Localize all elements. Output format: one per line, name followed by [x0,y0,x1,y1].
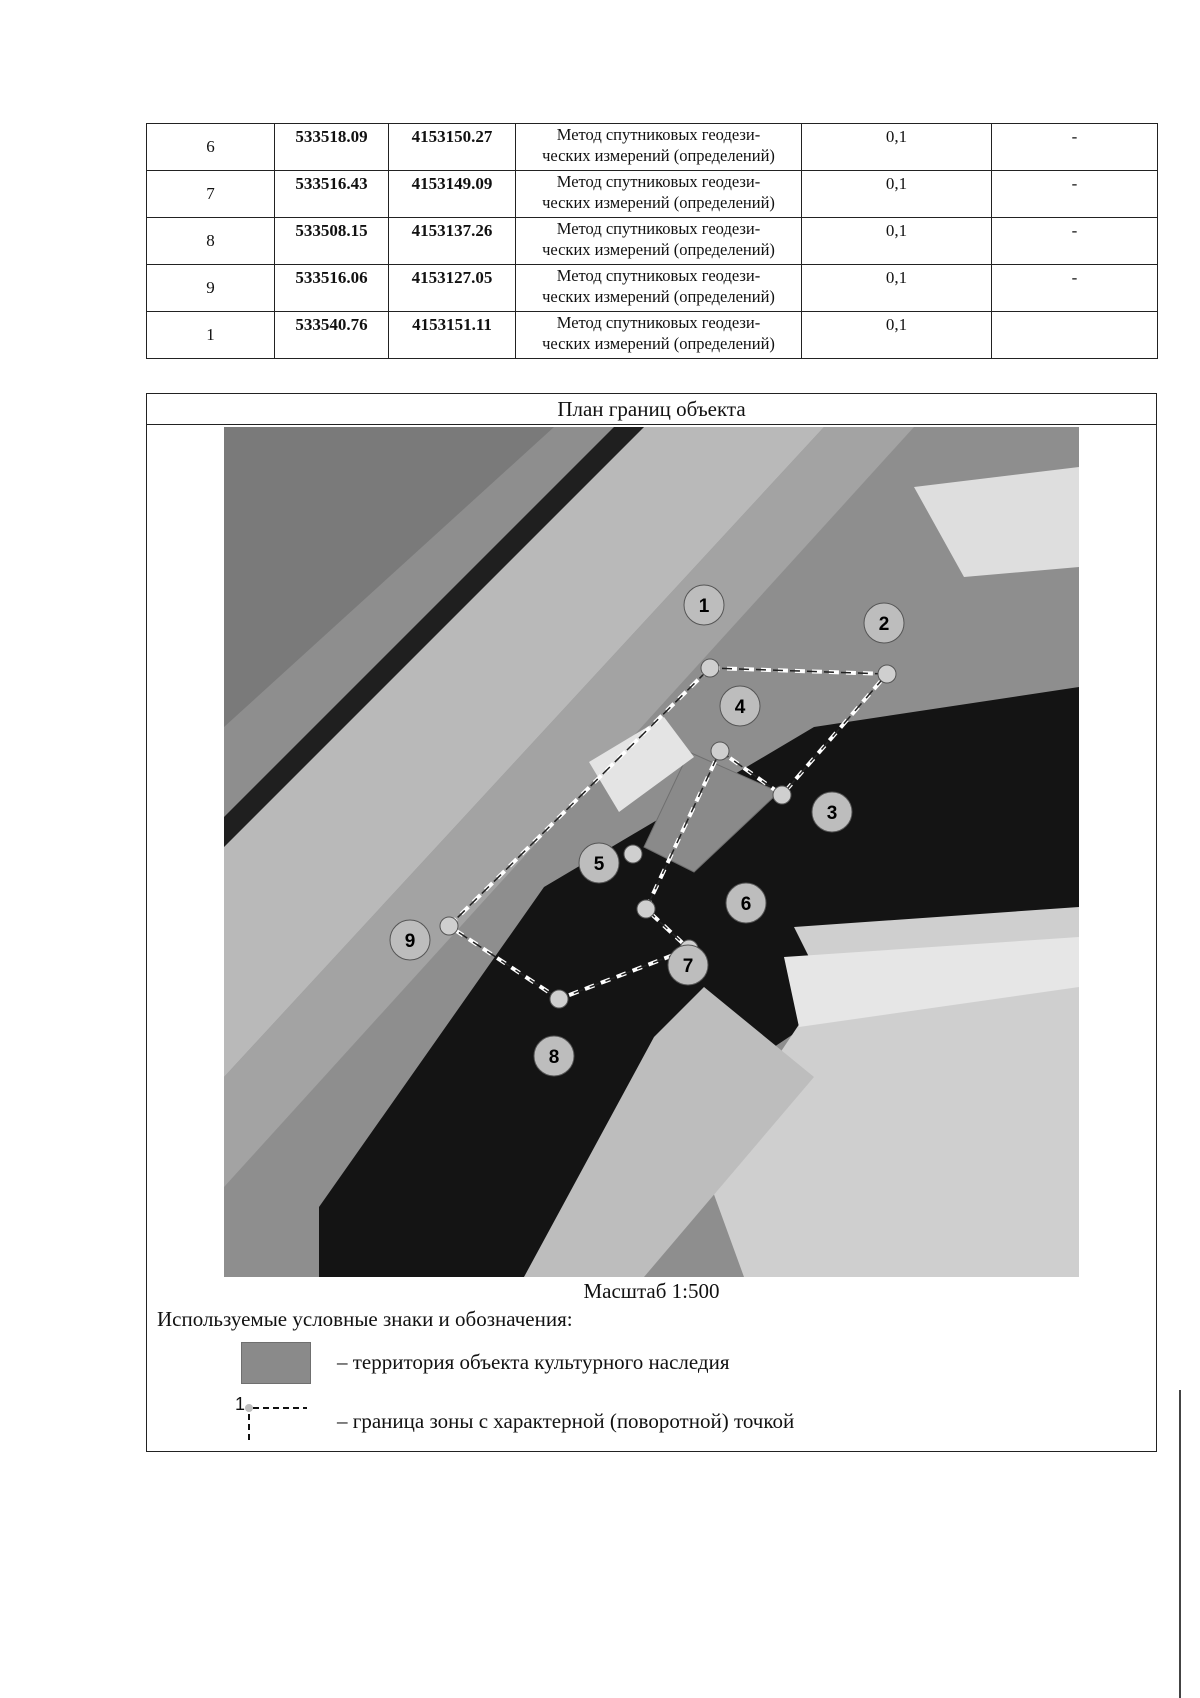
method-cell [516,171,802,218]
point-label-1: 1 [698,596,710,617]
method-cell [516,124,802,171]
coord-y: 4153127.05 [389,265,516,312]
method-line-2: ческих измерений (определений) [542,334,775,353]
table-row [147,312,1158,359]
accuracy: 0,1 [802,124,992,171]
method-line-1: Метод спутниковых геодези- [556,313,761,332]
point-number: 1 [147,312,275,359]
point-number: 9 [147,265,275,312]
boundary-line-symbol-icon [233,1396,319,1446]
method-line-2: ческих измерений (определений) [542,146,775,165]
aerial-map [224,427,1079,1277]
note [992,312,1158,359]
point-label-4: 4 [734,697,746,718]
accuracy: 0,1 [802,171,992,218]
scan-edge-line [1179,1390,1181,1698]
legend-title: Используемые условные знаки и обозначения: [157,1307,573,1331]
point-number: 6 [147,124,275,171]
point-label-6: 6 [740,894,752,915]
vertex-dot [711,742,729,760]
vertex-dot [624,845,642,863]
method-line-2: ческих измерений (определений) [542,193,775,212]
method-cell [516,218,802,265]
accuracy: 0,1 [802,218,992,265]
method-line-2: ческих измерений (определений) [542,240,775,259]
table-row [147,171,1158,218]
territory-swatch-icon [241,1342,311,1384]
vertex-dot [440,917,458,935]
method-line-1: Метод спутниковых геодези- [556,219,761,238]
aerial-map-drawing [224,427,1079,1277]
vertex-dot [878,665,896,683]
legend-vertex-dot [245,1404,253,1412]
legend-territory-text: – территория объекта культурного наследия [337,1350,730,1374]
coord-y: 4153149.09 [389,171,516,218]
note: - [992,218,1158,265]
note: - [992,171,1158,218]
coord-y: 4153151.11 [389,312,516,359]
note: - [992,265,1158,312]
accuracy: 0,1 [802,312,992,359]
method-line-1: Метод спутниковых геодези- [556,172,761,191]
point-number: 8 [147,218,275,265]
table-row [147,265,1158,312]
coord-x: 533540.76 [275,312,389,359]
method-line-1: Метод спутниковых геодези- [556,266,761,285]
coord-x: 533516.43 [275,171,389,218]
point-label-3: 3 [826,803,838,824]
coordinates-table [146,123,1158,359]
vertex-dot [701,659,719,677]
table-row [147,218,1158,265]
boundary-plan-frame [146,393,1157,1452]
point-label-7: 7 [682,956,694,977]
scale-label: Масштаб 1:500 [583,1279,720,1303]
point-label-2: 2 [878,614,890,635]
table-row [147,124,1158,171]
coord-y: 4153150.27 [389,124,516,171]
legend-boundary-text: – граница зоны с характерной (поворотной) точкой [337,1409,795,1433]
legend-symbol-label: 1 [235,1396,246,1414]
coord-x: 533508.15 [275,218,389,265]
method-cell [516,265,802,312]
point-label-9: 9 [404,931,416,952]
coord-x: 533518.09 [275,124,389,171]
vertex-dot [550,990,568,1008]
point-number: 7 [147,171,275,218]
point-label-8: 8 [548,1047,560,1068]
method-cell [516,312,802,359]
point-label-5: 5 [593,854,605,875]
coord-x: 533516.06 [275,265,389,312]
vertex-dot [637,900,655,918]
plan-title: План границ объекта [147,394,1156,425]
note: - [992,124,1158,171]
method-line-1: Метод спутниковых геодези- [556,125,761,144]
vertex-dot [773,786,791,804]
coord-y: 4153137.26 [389,218,516,265]
method-line-2: ческих измерений (определений) [542,287,775,306]
accuracy: 0,1 [802,265,992,312]
